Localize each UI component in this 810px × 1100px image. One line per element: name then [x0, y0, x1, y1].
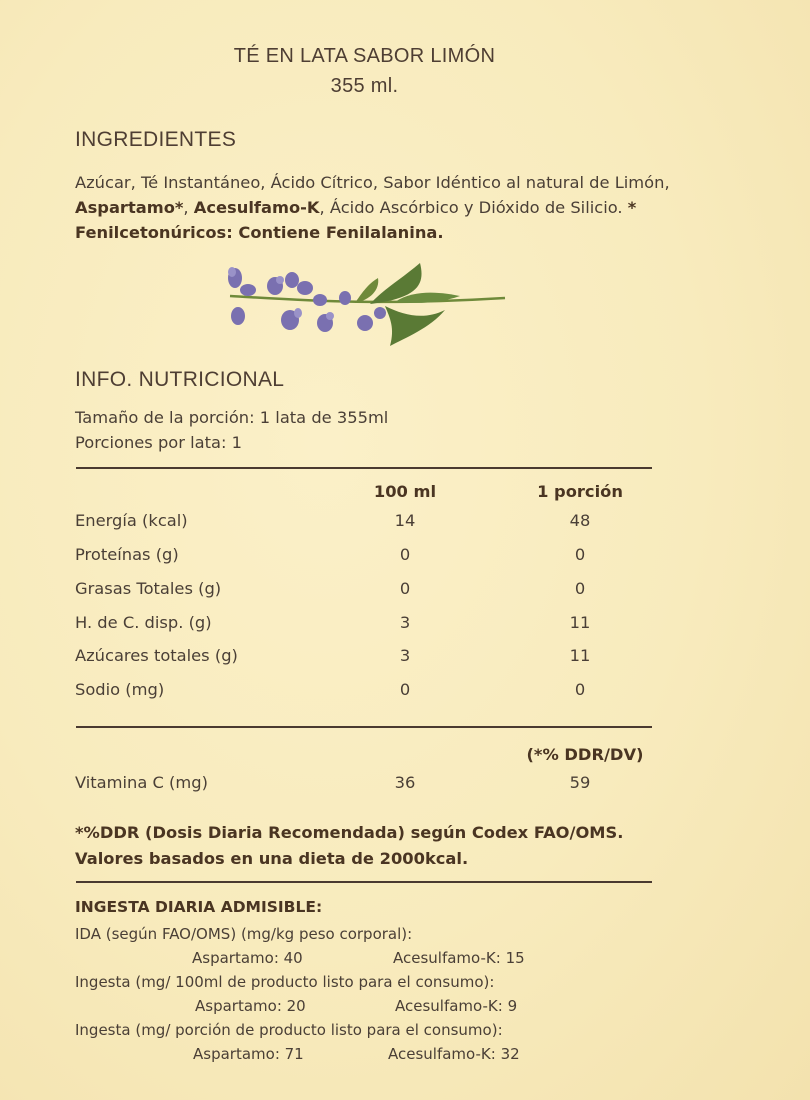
ingredients-text-1: Azúcar, Té Instantáneo, Ácido Cítrico, Sabor Idéntico al natural de Limón, — [75, 173, 670, 192]
table-row — [75, 511, 655, 535]
row-label: Energía (kcal) — [75, 511, 188, 530]
table-row — [75, 646, 655, 670]
phenylketonuric-warning: * Fenilcetonúricos: Contiene Fenilalanina. — [75, 198, 637, 242]
row-label: Proteínas (g) — [75, 545, 179, 564]
row-value-serving: 48 — [569, 511, 591, 530]
ddr-header: (*% DDR/DV) — [526, 745, 644, 764]
table-row — [75, 680, 655, 704]
divider — [76, 726, 652, 728]
ida-line-2: Ingesta (mg/ 100ml de producto listo para el consumo): — [75, 973, 495, 991]
product-volume: 355 ml. — [330, 75, 399, 97]
ingredient-aspartame: Aspartamo* — [75, 198, 184, 217]
ida-acesulfame-1: Acesulfamo-K: 15 — [393, 949, 525, 967]
ida-line-1: IDA (según FAO/OMS) (mg/kg peso corporal): — [75, 925, 413, 943]
vitamin-c-100ml: 36 — [394, 773, 416, 792]
row-label: Grasas Totales (g) — [75, 579, 222, 598]
col-header-serving: 1 porción — [537, 482, 623, 501]
row-value-serving: 11 — [569, 646, 591, 665]
servings-per-can: Porciones por lata: 1 — [75, 433, 243, 452]
row-value-100ml: 14 — [394, 511, 416, 530]
divider — [76, 467, 652, 469]
ida-aspartame-3: Aspartamo: 71 — [193, 1045, 304, 1063]
row-value-serving: 11 — [569, 613, 591, 632]
table-row — [75, 613, 655, 637]
row-value-serving: 0 — [574, 545, 586, 564]
row-value-100ml: 3 — [399, 613, 411, 632]
vitamin-c-label: Vitamina C (mg) — [75, 773, 208, 792]
table-row — [75, 773, 655, 797]
row-value-100ml: 0 — [399, 545, 411, 564]
sage-sprig-illustration — [220, 258, 510, 353]
table-row — [75, 579, 655, 603]
ida-heading: INGESTA DIARIA ADMISIBLE: — [75, 898, 323, 916]
ida-aspartame-2: Aspartamo: 20 — [195, 997, 306, 1015]
ida-aspartame-1: Aspartamo: 40 — [192, 949, 303, 967]
row-value-serving: 0 — [574, 579, 586, 598]
row-label: Sodio (mg) — [75, 680, 165, 699]
ida-acesulfame-3: Acesulfamo-K: 32 — [388, 1045, 520, 1063]
vitamin-c-ddr: 59 — [569, 773, 591, 792]
row-value-serving: 0 — [574, 680, 586, 699]
divider — [76, 881, 652, 883]
row-label: Azúcares totales (g) — [75, 646, 238, 665]
table-row — [75, 545, 655, 569]
ida-line-3: Ingesta (mg/ porción de producto listo para el consumo): — [75, 1021, 503, 1039]
ingredients-text-2: , — [183, 198, 194, 217]
nutrition-heading: INFO. NUTRICIONAL — [75, 368, 285, 391]
ingredients-heading: INGREDIENTES — [75, 128, 237, 151]
serving-size: Tamaño de la porción: 1 lata de 355ml — [75, 408, 389, 427]
col-header-100ml: 100 ml — [373, 482, 437, 501]
row-value-100ml: 0 — [399, 579, 411, 598]
ingredient-acesulfame: Acesulfamo-K — [193, 198, 320, 217]
ida-acesulfame-2: Acesulfamo-K: 9 — [395, 997, 518, 1015]
ingredients-text-3: , Ácido Ascórbico y Dióxido de Silicio. — [319, 198, 628, 217]
row-value-100ml: 0 — [399, 680, 411, 699]
product-title: TÉ EN LATA SABOR LIMÓN — [233, 45, 496, 67]
diet-footnote: Valores basados en una dieta de 2000kcal. — [75, 849, 469, 868]
table-header-row — [75, 482, 655, 506]
row-value-100ml: 3 — [399, 646, 411, 665]
ddr-footnote: *%DDR (Dosis Diaria Recomendada) según Codex FAO/OMS. — [75, 823, 624, 842]
row-label: H. de C. disp. (g) — [75, 613, 212, 632]
ingredients-text — [75, 170, 675, 245]
ddr-header-row — [75, 745, 655, 769]
